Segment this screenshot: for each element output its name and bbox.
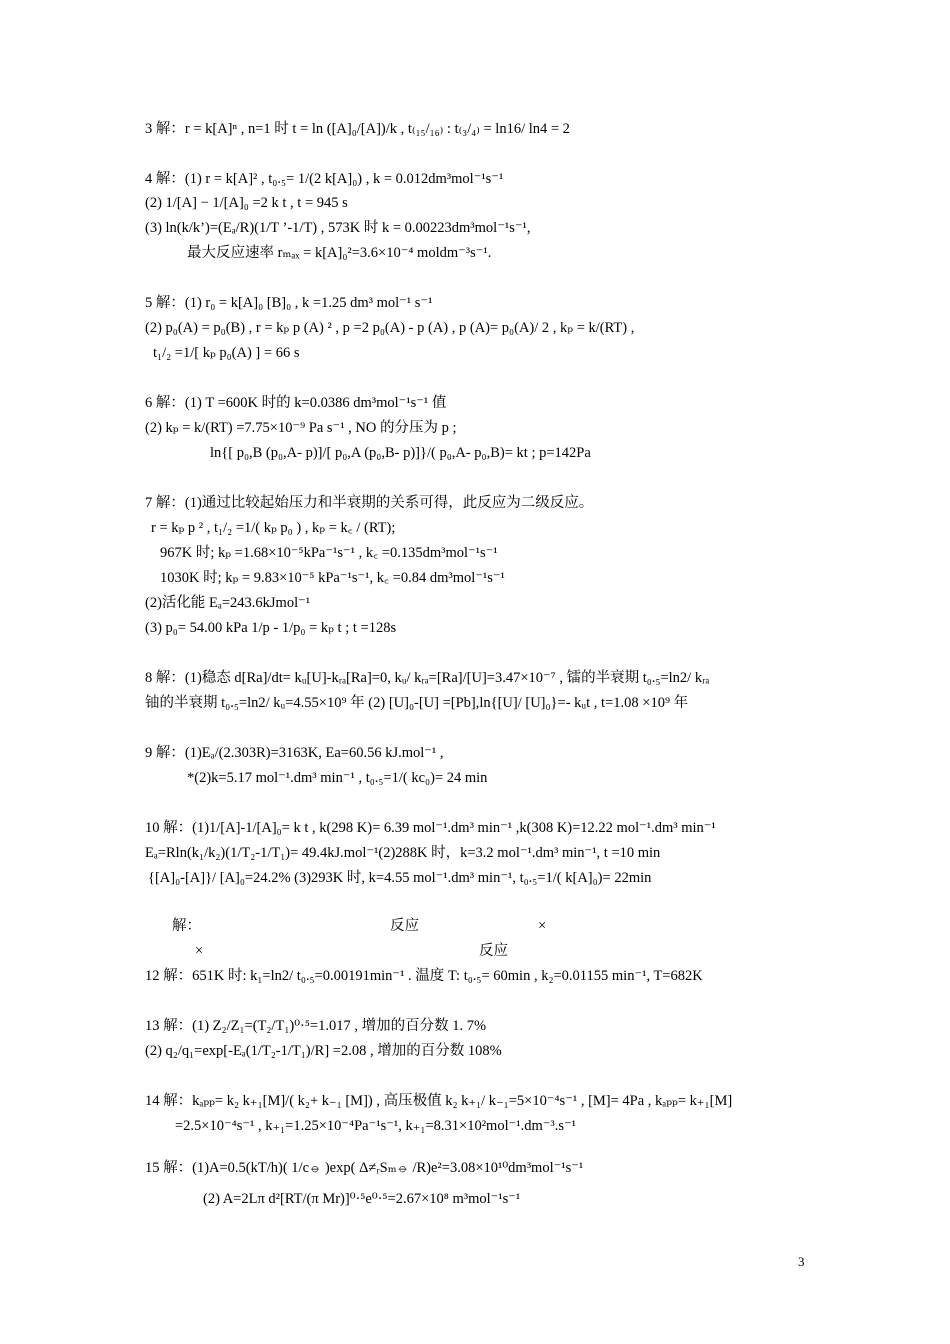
answer-line: × bbox=[538, 918, 547, 934]
answer-line: (3) p₀= 54.00 kPa 1/p - 1/p₀ = kₚ t ; t =128s bbox=[145, 620, 397, 636]
answer-line: {[A]₀-[A]}/ [A]₀=24.2% (3)293K 时, k=4.55 mol⁻¹.dm³ min⁻¹, t₀.₅=1/( k[A]₀)= 22min bbox=[148, 870, 652, 886]
answer-line: r = kₚ p ² , t₁/₂ =1/( kₚ p₀ ) , kₚ = k꜀ / (RT); bbox=[151, 520, 396, 536]
answer-line: 9 解：(1)Eₐ/(2.303R)=3163K, Ea=60.56 kJ.mol⁻¹ , bbox=[145, 745, 444, 761]
answer-line: 3 解：r = k[A]ⁿ , n=1 时 t = ln ([A]₀/[A])/k , t₍₁₅/₁₆₎ : t₍₃/₄₎ = ln16/ ln4 = 2 bbox=[145, 121, 570, 137]
answer-line: × bbox=[195, 943, 204, 959]
answer-line: 967K 时; kₚ =1.68×10⁻⁵kPa⁻¹s⁻¹ , k꜀ =0.135dm³mol⁻¹s⁻¹ bbox=[160, 545, 498, 561]
answer-line: 12 解：651K 时: k₁=ln2/ t₀.₅=0.00191min⁻¹ . 温度 T: t₀.₅= 60min , k₂=0.01155 min⁻¹, T=682K bbox=[145, 968, 703, 984]
answer-line: 反应 bbox=[479, 943, 508, 959]
answer-line: 10 解：(1)1/[A]-1/[A]₀= k t , k(298 K)= 6.39 mol⁻¹.dm³ min⁻¹ ,k(308 K)=12.22 mol⁻¹.dm³ min⁻¹ bbox=[145, 820, 716, 836]
answer-line: 7 解：(1)通过比较起始压力和半衰期的关系可得，此反应为二级反应。 bbox=[145, 495, 594, 511]
answer-line: 解： bbox=[172, 918, 201, 934]
answer-line: (2) A=2Lπ d²[RT/(π Mr)]⁰·⁵e⁰·⁵=2.67×10⁸ m³mol⁻¹s⁻¹ bbox=[203, 1191, 521, 1207]
answer-line: (2) 1/[A] − 1/[A]₀ =2 k t , t = 945 s bbox=[145, 195, 348, 211]
answer-line: (2) q₂/q₁=exp[-Eₐ(1/T₂-1/T₁)/R] =2.08 , 增加的百分数 108% bbox=[145, 1043, 502, 1059]
answer-line: (2)活化能 Eₐ=243.6kJmol⁻¹ bbox=[145, 595, 311, 611]
answer-line: 14 解：kₐₚₚ= k₂ k₊₁[M]/( k₂+ k₋₁ [M]) , 高压极值 k₂ k₊₁/ k₋₁=5×10⁻⁴s⁻¹ , [M]= 4Pa , kₐₚₚ= k₊₁[M] bbox=[145, 1093, 733, 1109]
answer-line: 4 解：(1) r = k[A]² , t₀.₅= 1/(2 k[A]₀) , k = 0.012dm³mol⁻¹s⁻¹ bbox=[145, 171, 504, 187]
answer-line: 反应 bbox=[390, 918, 419, 934]
answer-line: (2) p₀(A) = p₀(B) , r = kₚ p (A) ² , p =2 p₀(A) - p (A) , p (A)= p₀(A)/ 2 , kₚ = k/(RT) , bbox=[145, 320, 635, 336]
answer-line: 8 解：(1)稳态 d[Ra]/dt= kᵤ[U]-kᵣₐ[Ra]=0, kᵤ/ kᵣₐ=[Ra]/[U]=3.47×10⁻⁷ , 镭的半衰期 t₀.₅=ln2/ kᵣₐ bbox=[145, 670, 710, 686]
answer-line: Eₐ=Rln(k₁/k₂)(1/T₂-1/T₁)= 49.4kJ.mol⁻¹(2)288K 时，k=3.2 mol⁻¹.dm³ min⁻¹, t =10 min bbox=[145, 845, 661, 861]
answer-line: 1030K 时; kₚ = 9.83×10⁻⁵ kPa⁻¹s⁻¹, k꜀ =0.84 dm³mol⁻¹s⁻¹ bbox=[160, 570, 505, 586]
answer-line: 铀的半衰期 t₀.₅=ln2/ kᵤ=4.55×10⁹ 年 (2) [U]₀-[U] =[Pb],ln{[U]/ [U]₀}=- kᵤt , t=1.08 ×10⁹ 年 bbox=[145, 695, 689, 711]
answer-line: (2) kₚ = k/(RT) =7.75×10⁻⁹ Pa s⁻¹ , NO 的分压为 p ; bbox=[145, 420, 457, 436]
answer-line: 5 解：(1) r₀ = k[A]₀ [B]₀ , k =1.25 dm³ mol⁻¹ s⁻¹ bbox=[145, 295, 433, 311]
answer-line: t₁/₂ =1/[ kₚ p₀(A) ] = 66 s bbox=[153, 345, 300, 361]
answer-line: 最大反应速率 rₘₐₓ = k[A]₀²=3.6×10⁻⁴ moldm⁻³s⁻¹. bbox=[187, 245, 492, 261]
answer-line: 15 解：(1)A=0.5(kT/h)( 1/c⦵ )exp( Δ≠ᵣSₘ⦵ /R)e²=3.08×10¹⁰dm³mol⁻¹s⁻¹ bbox=[145, 1160, 584, 1176]
answer-line: ln{[ p₀,B (p₀,A- p)]/[ p₀,A (p₀,B- p)]}/( p₀,A- p₀,B)= kt ; p=142Pa bbox=[210, 445, 591, 461]
answer-line: =2.5×10⁻⁴s⁻¹ , k₊₁=1.25×10⁻⁴Pa⁻¹s⁻¹, k₊₁=8.31×10²mol⁻¹.dm⁻³.s⁻¹ bbox=[175, 1118, 577, 1134]
answer-line: (3) ln(k/k’)=(Eₐ/R)(1/T ’-1/T) , 573K 时 k = 0.00223dm³mol⁻¹s⁻¹, bbox=[145, 220, 531, 236]
page-number: 3 bbox=[798, 1254, 805, 1269]
answer-line: 6 解：(1) T =600K 时的 k=0.0386 dm³mol⁻¹s⁻¹ 值 bbox=[145, 395, 447, 411]
answer-line: *(2)k=5.17 mol⁻¹.dm³ min⁻¹ , t₀.₅=1/( kc₀)= 24 min bbox=[187, 770, 488, 786]
answer-line: 13 解：(1) Z₂/Z₁=(T₂/T₁)⁰·⁵=1.017 , 增加的百分数 1. 7% bbox=[145, 1018, 487, 1034]
